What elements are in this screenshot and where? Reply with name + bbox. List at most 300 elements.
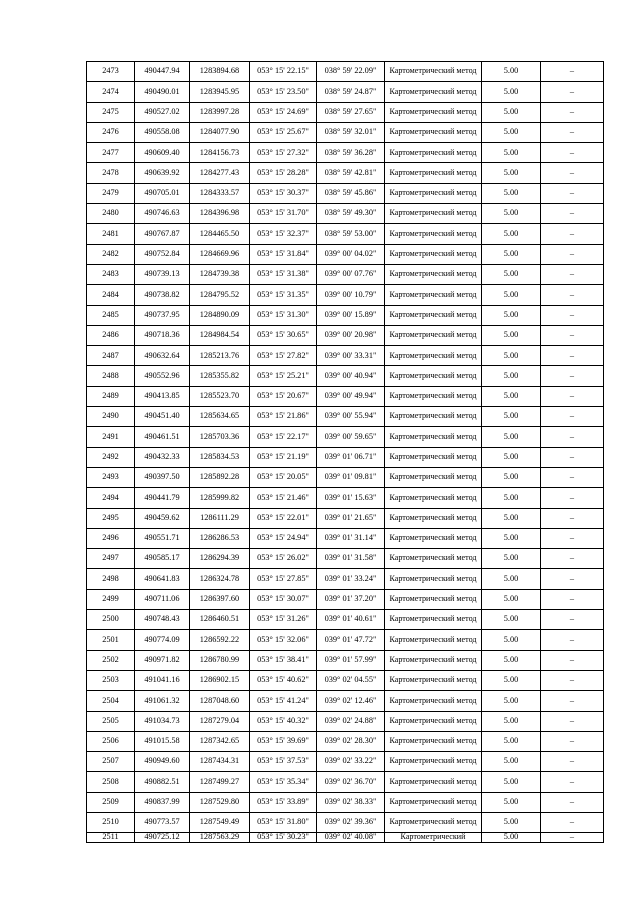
latitude-cell: 053° 15' 30.65"	[250, 325, 317, 345]
table-row	[87, 691, 604, 711]
point-number-cell: 2510	[87, 812, 135, 832]
latitude-cell: 053° 15' 24.69"	[250, 102, 317, 122]
method-cell: Картометрический метод	[385, 305, 482, 325]
accuracy-cell: 5.00	[482, 467, 541, 487]
accuracy-cell: 5.00	[482, 264, 541, 284]
longitude-cell: 039° 00' 49.94"	[317, 386, 385, 406]
longitude-cell: 039° 01' 31.58"	[317, 549, 385, 569]
accuracy-cell: 5.00	[482, 427, 541, 447]
longitude-cell: 039° 02' 33.22"	[317, 752, 385, 772]
accuracy-cell: 5.00	[482, 610, 541, 630]
y-coordinate-cell: 1286111.29	[190, 508, 250, 528]
accuracy-cell: 5.00	[482, 589, 541, 609]
table-row	[87, 386, 604, 406]
point-number-cell: 2488	[87, 366, 135, 386]
y-coordinate-cell: 1285834.53	[190, 447, 250, 467]
point-number-cell: 2480	[87, 204, 135, 224]
method-cell: Картометрический метод	[385, 366, 482, 386]
method-cell: Картометрический метод	[385, 122, 482, 142]
dash-cell: –	[541, 488, 604, 508]
longitude-cell: 039° 01' 57.99"	[317, 650, 385, 670]
longitude-cell: 038° 59' 53.00"	[317, 224, 385, 244]
point-number-cell: 2499	[87, 589, 135, 609]
point-number-cell: 2502	[87, 650, 135, 670]
longitude-cell: 039° 00' 59.65"	[317, 427, 385, 447]
y-coordinate-cell: 1283894.68	[190, 62, 250, 82]
table-row	[87, 183, 604, 203]
table-row	[87, 427, 604, 447]
accuracy-cell: 5.00	[482, 549, 541, 569]
dash-cell: –	[541, 569, 604, 589]
table-row	[87, 630, 604, 650]
dash-cell: –	[541, 305, 604, 325]
latitude-cell: 053° 15' 38.41"	[250, 650, 317, 670]
y-coordinate-cell: 1286286.53	[190, 528, 250, 548]
x-coordinate-cell: 490725.12	[135, 833, 190, 843]
accuracy-cell: 5.00	[482, 670, 541, 690]
method-cell: Картометрический метод	[385, 630, 482, 650]
table-row	[87, 752, 604, 772]
dash-cell: –	[541, 711, 604, 731]
point-number-cell: 2478	[87, 163, 135, 183]
method-cell: Картометрический метод	[385, 549, 482, 569]
y-coordinate-cell: 1287434.31	[190, 752, 250, 772]
longitude-cell: 038° 59' 49.30"	[317, 204, 385, 224]
x-coordinate-cell: 490711.06	[135, 589, 190, 609]
method-cell: Картометрический	[385, 833, 482, 843]
dash-cell: –	[541, 467, 604, 487]
y-coordinate-cell: 1284277.43	[190, 163, 250, 183]
accuracy-cell: 5.00	[482, 792, 541, 812]
table-body	[87, 62, 604, 843]
point-number-cell: 2493	[87, 467, 135, 487]
y-coordinate-cell: 1286324.78	[190, 569, 250, 589]
longitude-cell: 039° 02' 24.88"	[317, 711, 385, 731]
latitude-cell: 053° 15' 41.24"	[250, 691, 317, 711]
method-cell: Картометрический метод	[385, 691, 482, 711]
accuracy-cell: 5.00	[482, 569, 541, 589]
longitude-cell: 039° 00' 15.89"	[317, 305, 385, 325]
method-cell: Картометрический метод	[385, 731, 482, 751]
y-coordinate-cell: 1285703.36	[190, 427, 250, 447]
longitude-cell: 039° 01' 47.72"	[317, 630, 385, 650]
latitude-cell: 053° 15' 27.85"	[250, 569, 317, 589]
accuracy-cell: 5.00	[482, 102, 541, 122]
latitude-cell: 053° 15' 40.62"	[250, 670, 317, 690]
point-number-cell: 2491	[87, 427, 135, 447]
accuracy-cell: 5.00	[482, 386, 541, 406]
y-coordinate-cell: 1285892.28	[190, 467, 250, 487]
longitude-cell: 039° 01' 21.65"	[317, 508, 385, 528]
method-cell: Картометрический метод	[385, 102, 482, 122]
point-number-cell: 2481	[87, 224, 135, 244]
table-row	[87, 143, 604, 163]
latitude-cell: 053° 15' 32.37"	[250, 224, 317, 244]
longitude-cell: 039° 02' 04.55"	[317, 670, 385, 690]
table-row	[87, 204, 604, 224]
method-cell: Картометрический метод	[385, 488, 482, 508]
y-coordinate-cell: 1286780.99	[190, 650, 250, 670]
longitude-cell: 039° 01' 40.61"	[317, 610, 385, 630]
latitude-cell: 053° 15' 25.67"	[250, 122, 317, 142]
latitude-cell: 053° 15' 28.28"	[250, 163, 317, 183]
dash-cell: –	[541, 812, 604, 832]
accuracy-cell: 5.00	[482, 346, 541, 366]
y-coordinate-cell: 1286592.22	[190, 630, 250, 650]
x-coordinate-cell: 490718.36	[135, 325, 190, 345]
accuracy-cell: 5.00	[482, 163, 541, 183]
method-cell: Картометрический метод	[385, 792, 482, 812]
x-coordinate-cell: 490971.82	[135, 650, 190, 670]
y-coordinate-cell: 1284156.73	[190, 143, 250, 163]
method-cell: Картометрический метод	[385, 569, 482, 589]
x-coordinate-cell: 491061.32	[135, 691, 190, 711]
latitude-cell: 053° 15' 21.19"	[250, 447, 317, 467]
accuracy-cell: 5.00	[482, 812, 541, 832]
method-cell: Картометрический метод	[385, 264, 482, 284]
x-coordinate-cell: 491041.16	[135, 670, 190, 690]
method-cell: Картометрический метод	[385, 711, 482, 731]
accuracy-cell: 5.00	[482, 224, 541, 244]
y-coordinate-cell: 1287048.60	[190, 691, 250, 711]
dash-cell: –	[541, 407, 604, 427]
latitude-cell: 053° 15' 31.26"	[250, 610, 317, 630]
x-coordinate-cell: 490447.94	[135, 62, 190, 82]
x-coordinate-cell: 490752.84	[135, 244, 190, 264]
point-number-cell: 2479	[87, 183, 135, 203]
dash-cell: –	[541, 183, 604, 203]
x-coordinate-cell: 490738.82	[135, 285, 190, 305]
dash-cell: –	[541, 427, 604, 447]
accuracy-cell: 5.00	[482, 772, 541, 792]
x-coordinate-cell: 490774.09	[135, 630, 190, 650]
accuracy-cell: 5.00	[482, 407, 541, 427]
point-number-cell: 2486	[87, 325, 135, 345]
x-coordinate-cell: 490451.40	[135, 407, 190, 427]
y-coordinate-cell: 1284077.90	[190, 122, 250, 142]
table-row	[87, 264, 604, 284]
table-row	[87, 488, 604, 508]
method-cell: Картометрический метод	[385, 467, 482, 487]
method-cell: Картометрический метод	[385, 163, 482, 183]
accuracy-cell: 5.00	[482, 731, 541, 751]
accuracy-cell: 5.00	[482, 82, 541, 102]
latitude-cell: 053° 15' 22.17"	[250, 427, 317, 447]
table-row	[87, 163, 604, 183]
y-coordinate-cell: 1286397.60	[190, 589, 250, 609]
x-coordinate-cell: 490459.62	[135, 508, 190, 528]
table-row	[87, 772, 604, 792]
x-coordinate-cell: 490837.99	[135, 792, 190, 812]
longitude-cell: 039° 00' 04.02"	[317, 244, 385, 264]
point-number-cell: 2492	[87, 447, 135, 467]
latitude-cell: 053° 15' 40.32"	[250, 711, 317, 731]
x-coordinate-cell: 491034.73	[135, 711, 190, 731]
dash-cell: –	[541, 731, 604, 751]
table-row	[87, 122, 604, 142]
longitude-cell: 039° 01' 06.71"	[317, 447, 385, 467]
latitude-cell: 053° 15' 26.02"	[250, 549, 317, 569]
point-number-cell: 2494	[87, 488, 135, 508]
latitude-cell: 053° 15' 20.67"	[250, 386, 317, 406]
method-cell: Картометрический метод	[385, 143, 482, 163]
table-row	[87, 549, 604, 569]
longitude-cell: 038° 59' 24.87"	[317, 82, 385, 102]
longitude-cell: 039° 02' 40.08"	[317, 833, 385, 843]
point-number-cell: 2490	[87, 407, 135, 427]
y-coordinate-cell: 1287549.49	[190, 812, 250, 832]
dash-cell: –	[541, 630, 604, 650]
y-coordinate-cell: 1284396.98	[190, 204, 250, 224]
dash-cell: –	[541, 366, 604, 386]
point-number-cell: 2509	[87, 792, 135, 812]
point-number-cell: 2498	[87, 569, 135, 589]
dash-cell: –	[541, 528, 604, 548]
dash-cell: –	[541, 122, 604, 142]
x-coordinate-cell: 491015.58	[135, 731, 190, 751]
accuracy-cell: 5.00	[482, 244, 541, 264]
dash-cell: –	[541, 833, 604, 843]
method-cell: Картометрический метод	[385, 407, 482, 427]
dash-cell: –	[541, 589, 604, 609]
y-coordinate-cell: 1285999.82	[190, 488, 250, 508]
longitude-cell: 039° 00' 10.79"	[317, 285, 385, 305]
x-coordinate-cell: 490397.50	[135, 467, 190, 487]
point-number-cell: 2487	[87, 346, 135, 366]
x-coordinate-cell: 490461.51	[135, 427, 190, 447]
dash-cell: –	[541, 386, 604, 406]
latitude-cell: 053° 15' 35.34"	[250, 772, 317, 792]
dash-cell: –	[541, 62, 604, 82]
longitude-cell: 039° 00' 20.98"	[317, 325, 385, 345]
table-row	[87, 670, 604, 690]
x-coordinate-cell: 490705.01	[135, 183, 190, 203]
accuracy-cell: 5.00	[482, 183, 541, 203]
x-coordinate-cell: 490748.43	[135, 610, 190, 630]
dash-cell: –	[541, 204, 604, 224]
x-coordinate-cell: 490737.95	[135, 305, 190, 325]
y-coordinate-cell: 1284333.57	[190, 183, 250, 203]
table-row	[87, 346, 604, 366]
point-number-cell: 2474	[87, 82, 135, 102]
method-cell: Картометрический метод	[385, 325, 482, 345]
method-cell: Картометрический метод	[385, 346, 482, 366]
table-row	[87, 407, 604, 427]
accuracy-cell: 5.00	[482, 752, 541, 772]
latitude-cell: 053° 15' 23.50"	[250, 82, 317, 102]
table-row	[87, 305, 604, 325]
y-coordinate-cell: 1284465.50	[190, 224, 250, 244]
point-number-cell: 2503	[87, 670, 135, 690]
point-number-cell: 2497	[87, 549, 135, 569]
y-coordinate-cell: 1285634.65	[190, 407, 250, 427]
dash-cell: –	[541, 772, 604, 792]
y-coordinate-cell: 1285523.70	[190, 386, 250, 406]
method-cell: Картометрический метод	[385, 204, 482, 224]
longitude-cell: 039° 02' 38.33"	[317, 792, 385, 812]
x-coordinate-cell: 490882.51	[135, 772, 190, 792]
longitude-cell: 038° 59' 22.09"	[317, 62, 385, 82]
x-coordinate-cell: 490413.85	[135, 386, 190, 406]
table-row	[87, 589, 604, 609]
latitude-cell: 053° 15' 22.15"	[250, 62, 317, 82]
table-row	[87, 82, 604, 102]
table-row	[87, 102, 604, 122]
accuracy-cell: 5.00	[482, 447, 541, 467]
latitude-cell: 053° 15' 37.53"	[250, 752, 317, 772]
point-number-cell: 2485	[87, 305, 135, 325]
latitude-cell: 053° 15' 39.69"	[250, 731, 317, 751]
latitude-cell: 053° 15' 20.05"	[250, 467, 317, 487]
x-coordinate-cell: 490641.83	[135, 569, 190, 589]
dash-cell: –	[541, 650, 604, 670]
table-row	[87, 508, 604, 528]
longitude-cell: 039° 01' 33.24"	[317, 569, 385, 589]
x-coordinate-cell: 490949.60	[135, 752, 190, 772]
latitude-cell: 053° 15' 33.89"	[250, 792, 317, 812]
longitude-cell: 039° 02' 12.46"	[317, 691, 385, 711]
y-coordinate-cell: 1287499.27	[190, 772, 250, 792]
method-cell: Картометрический метод	[385, 670, 482, 690]
y-coordinate-cell: 1286460.51	[190, 610, 250, 630]
longitude-cell: 039° 00' 33.31"	[317, 346, 385, 366]
latitude-cell: 053° 15' 31.84"	[250, 244, 317, 264]
y-coordinate-cell: 1285213.76	[190, 346, 250, 366]
method-cell: Картометрический метод	[385, 224, 482, 244]
method-cell: Картометрический метод	[385, 285, 482, 305]
longitude-cell: 038° 59' 42.81"	[317, 163, 385, 183]
dash-cell: –	[541, 670, 604, 690]
y-coordinate-cell: 1284739.38	[190, 264, 250, 284]
y-coordinate-cell: 1287563.29	[190, 833, 250, 843]
point-number-cell: 2473	[87, 62, 135, 82]
accuracy-cell: 5.00	[482, 650, 541, 670]
x-coordinate-cell: 490558.08	[135, 122, 190, 142]
dash-cell: –	[541, 224, 604, 244]
point-number-cell: 2489	[87, 386, 135, 406]
point-number-cell: 2505	[87, 711, 135, 731]
point-number-cell: 2507	[87, 752, 135, 772]
x-coordinate-cell: 490773.57	[135, 812, 190, 832]
table-row	[87, 224, 604, 244]
method-cell: Картометрический метод	[385, 447, 482, 467]
dash-cell: –	[541, 325, 604, 345]
point-number-cell: 2504	[87, 691, 135, 711]
dash-cell: –	[541, 752, 604, 772]
method-cell: Картометрический метод	[385, 62, 482, 82]
x-coordinate-cell: 490739.13	[135, 264, 190, 284]
dash-cell: –	[541, 143, 604, 163]
point-number-cell: 2506	[87, 731, 135, 751]
latitude-cell: 053° 15' 21.86"	[250, 407, 317, 427]
accuracy-cell: 5.00	[482, 508, 541, 528]
method-cell: Картометрический метод	[385, 386, 482, 406]
longitude-cell: 038° 59' 27.65"	[317, 102, 385, 122]
latitude-cell: 053° 15' 25.21"	[250, 366, 317, 386]
table-row	[87, 650, 604, 670]
method-cell: Картометрический метод	[385, 427, 482, 447]
point-number-cell: 2482	[87, 244, 135, 264]
table-row	[87, 366, 604, 386]
point-number-cell: 2501	[87, 630, 135, 650]
accuracy-cell: 5.00	[482, 366, 541, 386]
method-cell: Картометрический метод	[385, 752, 482, 772]
longitude-cell: 039° 02' 39.36"	[317, 812, 385, 832]
accuracy-cell: 5.00	[482, 305, 541, 325]
y-coordinate-cell: 1287342.65	[190, 731, 250, 751]
dash-cell: –	[541, 691, 604, 711]
point-number-cell: 2496	[87, 528, 135, 548]
method-cell: Картометрический метод	[385, 82, 482, 102]
dash-cell: –	[541, 102, 604, 122]
accuracy-cell: 5.00	[482, 285, 541, 305]
longitude-cell: 038° 59' 32.01"	[317, 122, 385, 142]
dash-cell: –	[541, 792, 604, 812]
latitude-cell: 053° 15' 27.32"	[250, 143, 317, 163]
x-coordinate-cell: 490767.87	[135, 224, 190, 244]
point-number-cell: 2477	[87, 143, 135, 163]
method-cell: Картометрический метод	[385, 772, 482, 792]
dash-cell: –	[541, 447, 604, 467]
accuracy-cell: 5.00	[482, 833, 541, 843]
accuracy-cell: 5.00	[482, 204, 541, 224]
latitude-cell: 053° 15' 31.80"	[250, 812, 317, 832]
dash-cell: –	[541, 346, 604, 366]
method-cell: Картометрический метод	[385, 528, 482, 548]
table-row	[87, 325, 604, 345]
latitude-cell: 053° 15' 22.01"	[250, 508, 317, 528]
accuracy-cell: 5.00	[482, 122, 541, 142]
longitude-cell: 039° 02' 28.30"	[317, 731, 385, 751]
y-coordinate-cell: 1286902.15	[190, 670, 250, 690]
dash-cell: –	[541, 610, 604, 630]
dash-cell: –	[541, 244, 604, 264]
accuracy-cell: 5.00	[482, 488, 541, 508]
point-number-cell: 2495	[87, 508, 135, 528]
x-coordinate-cell: 490441.79	[135, 488, 190, 508]
dash-cell: –	[541, 82, 604, 102]
point-number-cell: 2500	[87, 610, 135, 630]
latitude-cell: 053° 15' 31.70"	[250, 204, 317, 224]
x-coordinate-cell: 490551.71	[135, 528, 190, 548]
x-coordinate-cell: 490632.64	[135, 346, 190, 366]
longitude-cell: 039° 00' 40.94"	[317, 366, 385, 386]
coordinates-table	[86, 61, 604, 843]
x-coordinate-cell: 490746.63	[135, 204, 190, 224]
y-coordinate-cell: 1284984.54	[190, 325, 250, 345]
table-row	[87, 610, 604, 630]
longitude-cell: 039° 01' 09.81"	[317, 467, 385, 487]
method-cell: Картометрический метод	[385, 589, 482, 609]
latitude-cell: 053° 15' 31.35"	[250, 285, 317, 305]
latitude-cell: 053° 15' 32.06"	[250, 630, 317, 650]
table-row	[87, 285, 604, 305]
point-number-cell: 2476	[87, 122, 135, 142]
y-coordinate-cell: 1285355.82	[190, 366, 250, 386]
longitude-cell: 039° 01' 37.20"	[317, 589, 385, 609]
x-coordinate-cell: 490432.33	[135, 447, 190, 467]
longitude-cell: 039° 00' 55.94"	[317, 407, 385, 427]
point-number-cell: 2484	[87, 285, 135, 305]
x-coordinate-cell: 490527.02	[135, 102, 190, 122]
x-coordinate-cell: 490552.96	[135, 366, 190, 386]
accuracy-cell: 5.00	[482, 630, 541, 650]
dash-cell: –	[541, 285, 604, 305]
point-number-cell: 2511	[87, 833, 135, 843]
y-coordinate-cell: 1287529.80	[190, 792, 250, 812]
longitude-cell: 039° 02' 36.70"	[317, 772, 385, 792]
table-row	[87, 812, 604, 832]
